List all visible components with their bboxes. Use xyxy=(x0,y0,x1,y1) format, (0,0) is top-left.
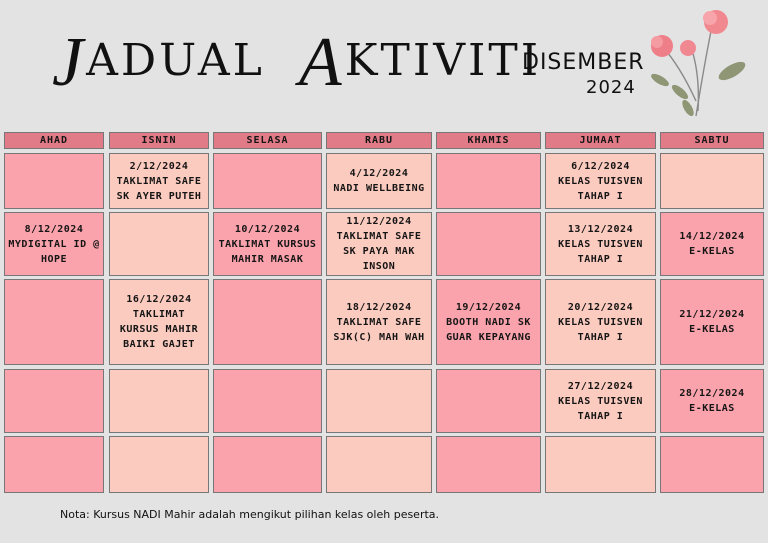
rose-illustration-icon xyxy=(640,6,760,118)
cell-event: BOOTH NADI SK GUAR KEPAYANG xyxy=(446,316,531,343)
cell-date: 6/12/2024 xyxy=(571,160,630,172)
day-cell xyxy=(109,369,209,433)
day-header-selasa: SELASA xyxy=(213,132,322,149)
cell-date: 19/12/2024 xyxy=(455,301,522,313)
cell-date: 13/12/2024 xyxy=(567,223,634,235)
title-word-adual: ADUAL xyxy=(86,35,265,86)
month-label: DISEMBER xyxy=(522,50,645,75)
title-initial-j: J xyxy=(52,24,87,101)
day-header-isnin: ISNIN xyxy=(109,132,209,149)
day-cell xyxy=(436,153,541,209)
day-cell xyxy=(545,153,656,209)
cell-event: E-KELAS xyxy=(689,246,735,257)
day-cell xyxy=(109,279,209,365)
cell-date: 14/12/2024 xyxy=(679,231,745,242)
page-title xyxy=(52,24,542,101)
day-cell xyxy=(660,369,764,433)
day-cell xyxy=(326,369,432,433)
cell-event: TAKLIMAT SAFE SK AYER PUTEH xyxy=(116,175,202,202)
cell-date: 8/12/2024 xyxy=(24,223,84,235)
cell-event: TAKLIMAT SAFE SK PAYA MAK INSON xyxy=(336,231,422,272)
day-cell xyxy=(660,153,764,209)
cell-event: E-KELAS xyxy=(689,324,735,335)
cell-event: MYDIGITAL ID @ HOPE xyxy=(8,238,100,265)
cell-date: 4/12/2024 xyxy=(349,168,409,179)
day-cell xyxy=(213,279,322,365)
cell-date: 10/12/2024 xyxy=(234,223,301,235)
day-cell xyxy=(4,436,104,493)
day-cell xyxy=(109,212,209,276)
title-word-ktiviti: KTIVITI xyxy=(344,35,542,86)
cell-date: 28/12/2024 xyxy=(679,388,745,399)
day-cell xyxy=(326,153,432,209)
cell-date: 27/12/2024 xyxy=(567,380,634,392)
day-header-sabtu: SABTU xyxy=(660,132,764,149)
day-cell xyxy=(660,212,764,276)
cell-date: 16/12/2024 xyxy=(126,294,192,305)
day-cell xyxy=(213,153,322,209)
cell-event: TAKLIMAT KURSUS MAHIR MASAK xyxy=(218,238,317,265)
day-cell xyxy=(545,436,656,493)
cell-event: NADI WELLBEING xyxy=(333,183,425,194)
day-cell xyxy=(4,212,104,276)
day-cell xyxy=(436,369,541,433)
day-cell xyxy=(660,279,764,365)
day-header-ahad: AHAD xyxy=(4,132,104,149)
day-cell xyxy=(545,279,656,365)
day-cell xyxy=(213,212,322,276)
day-header-rabu: RABU xyxy=(326,132,432,149)
day-cell xyxy=(326,212,432,276)
day-cell xyxy=(436,436,541,493)
day-cell xyxy=(326,279,432,365)
cell-event: TAKLIMAT SAFE SJK(C) MAH WAH xyxy=(333,316,425,343)
cell-event: KELAS TUISVEN TAHAP I xyxy=(558,238,643,265)
cell-date: 11/12/2024 xyxy=(346,216,412,227)
day-cell xyxy=(326,436,432,493)
day-header-khamis: KHAMIS xyxy=(436,132,541,149)
year-label: 2024 xyxy=(586,77,636,98)
day-cell xyxy=(545,369,656,433)
cell-date: 18/12/2024 xyxy=(346,301,412,313)
day-cell xyxy=(109,153,209,209)
day-cell xyxy=(4,279,104,365)
day-header-jumaat: JUMAAT xyxy=(545,132,656,149)
cell-event: KELAS TUISVEN TAHAP I xyxy=(558,395,643,422)
day-cell xyxy=(4,153,104,209)
cell-date: 2/12/2024 xyxy=(129,160,189,172)
day-cell xyxy=(436,279,541,365)
cell-event: KELAS TUISVEN TAHAP I xyxy=(558,316,643,343)
day-cell xyxy=(213,436,322,493)
footnote: Nota: Kursus NADI Mahir adalah mengikut pilihan kelas oleh peserta. xyxy=(60,508,440,521)
day-cell xyxy=(436,212,541,276)
day-cell xyxy=(4,369,104,433)
cell-date: 20/12/2024 xyxy=(567,301,634,313)
cell-event: TAKLIMAT KURSUS MAHIR BAIKI GAJET xyxy=(119,309,199,350)
cell-event: E-KELAS xyxy=(689,403,735,414)
title-initial-a: A xyxy=(298,24,345,101)
day-cell xyxy=(213,369,322,433)
day-cell xyxy=(660,436,764,493)
day-cell xyxy=(109,436,209,493)
day-cell xyxy=(545,212,656,276)
cell-event: KELAS TUISVEN TAHAP I xyxy=(558,175,643,202)
cell-date: 21/12/2024 xyxy=(679,309,745,320)
